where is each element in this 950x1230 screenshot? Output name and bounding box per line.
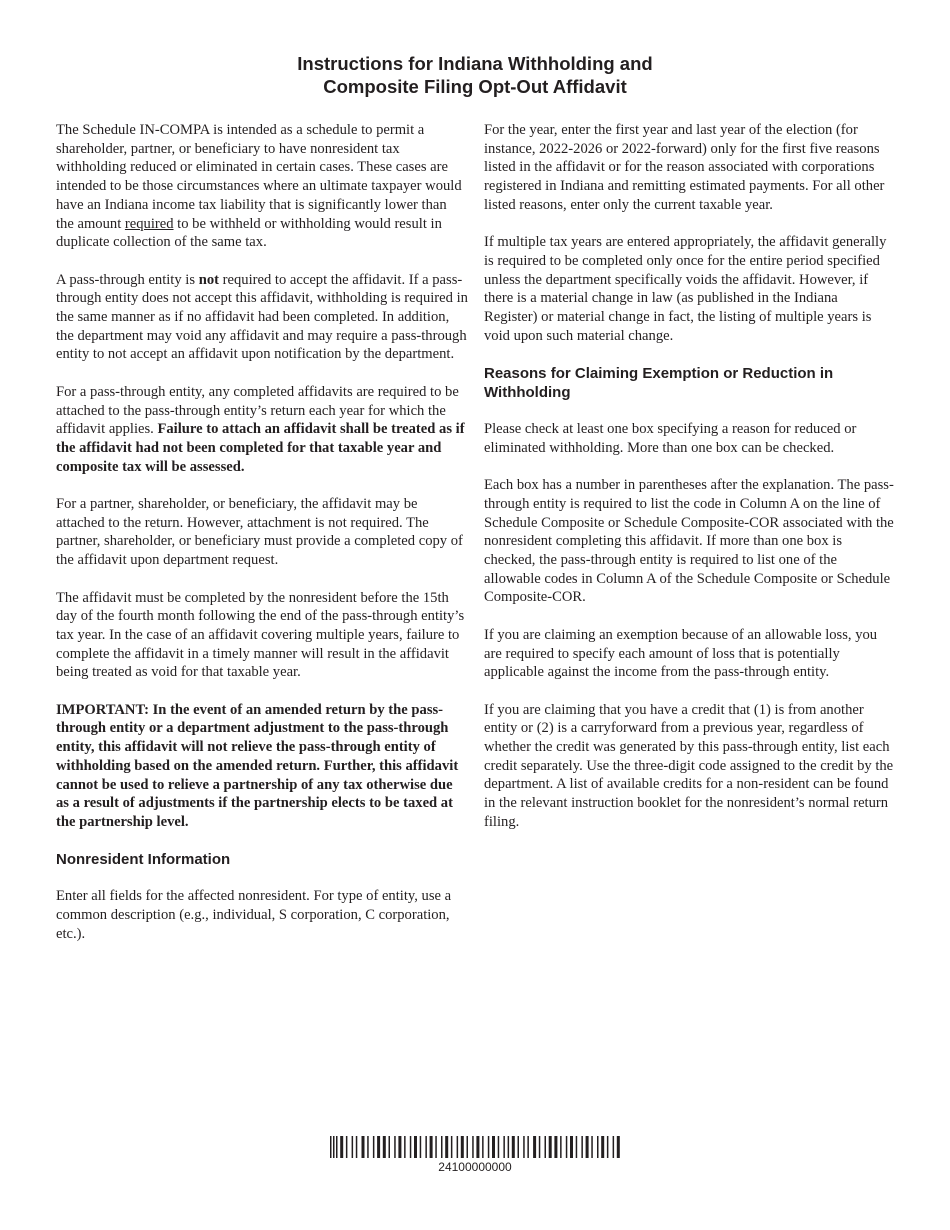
attachment-paragraph: For a pass-through entity, any completed affidavits are required to be attached to the pass-through entity’s return each year for which the affidavit applies. Failure to attach an affidavit shall be treated as if the affidavit had not been completed for that taxable year and composite tax will be assessed. <box>56 383 465 475</box>
nonresident-information-heading: Nonresident Information <box>56 851 231 869</box>
deadline-paragraph: The affidavit must be completed by the nonresident before the 15th day of the fourth month following the end of the pass-through entity’s tax year. In the case of an affidavit covering multiple years, failure to complete the affidavit in a timely manner will result in the affidavit being treated as void for that taxable year. <box>56 589 465 681</box>
title-line-2: Composite Filing Opt-Out Affidavit <box>323 76 627 97</box>
required-underlined: required <box>124 215 174 232</box>
check-box-paragraph: Please check at least one box specifying a reason for reduced or eliminated withholding. More than one box can be checked. <box>484 421 857 456</box>
partner-paragraph: For a partner, shareholder, or beneficiary, the affidavit may be attached to the return. However, attachment is not required. The partner, shareholder, or beneficiary must provide a completed copy of the affidavit upon department request. <box>56 496 463 569</box>
left-column <box>56 121 468 962</box>
barcode-icon <box>330 1136 620 1158</box>
title-line-1: Instructions for Indiana Withholding and <box>297 53 653 74</box>
page-title <box>0 52 950 98</box>
barcode-number: 24100000000 <box>438 1160 512 1174</box>
important-paragraph: IMPORTANT: In the event of an amended return by the pass-through entity or a department adjustment to the pass-through entity, this affidavit will not relieve the pass-through entity of withholding based on the amended return. Further, this affidavit cannot be used to relieve a partnership of any tax otherwise due as a result of adjustments if the partnership elects to be taxed at the partnership level. <box>56 701 459 830</box>
year-paragraph: For the year, enter the first year and last year of the election (for instance, 2022-2026 or 2022-forward) only for the first five reasons listed in the affidavit or for the reason associated with corporations registered in Indiana and remitting estimated payments. For all other listed reasons, enter only the current taxable year. <box>484 122 885 213</box>
right-column <box>484 121 894 850</box>
loss-paragraph: If you are claiming an exemption because of an allowable loss, you are required to specify each amount of loss that is potentially applicable against the income from the pass-through entity. <box>484 626 878 681</box>
reasons-heading: Reasons for Claiming Exemption or Reduction in Withholding <box>484 365 834 402</box>
nonresident-information-paragraph: Enter all fields for the affected nonresident. For type of entity, use a common description (e.g., individual, S corporation, C corporation, etc.). <box>56 888 452 942</box>
acceptance-paragraph: A pass-through entity is not required to accept the affidavit. If a pass-through entity does not accept this affidavit, withholding is required in the same manner as if no affidavit had been completed. In addition, the department may void any affidavit and may require a pass-through entity to not accept an affidavit upon notification by the department. <box>56 271 468 363</box>
multiple-years-paragraph: If multiple tax years are entered appropriately, the affidavit generally is required to be completed only once for the entire period specified unless the department specifically voids the affidavit. However, if there is a material change in law (as published in the Indiana Register) or material change in fact, the listing of multiple years is void upon such material change. <box>484 234 887 344</box>
box-code-paragraph: Each box has a number in parentheses after the explanation. The pass-through entity is required to list the code in Column A on the line of Schedule Composite or Schedule Composite-COR associated with the nonresident completing this affidavit. If more than one box is checked, the pass-through entity is required to list one of the allowable codes in Column A of the Schedule Composite or Schedule Composite-COR. <box>484 477 894 606</box>
intro-paragraph: The Schedule IN-COMPA is intended as a schedule to permit a shareholder, partner, or beneficiary to have nonresident tax withholding reduced or eliminated in certain cases. These cases are intended to be those circumstances where an ultimate taxpayer would have an Indiana income tax liability that is significantly lower than the amount required to be withheld or withholding would result in duplicate collection of the same tax. <box>56 122 462 251</box>
credit-paragraph: If you are claiming that you have a credit that (1) is from another entity or (2) is a carryforward from a previous year, regardless of whether the credit was generated by this pass-through entity, list each credit separately. Use the three-digit code assigned to the credit by the department. A list of available credits for a non-resident can be found in the relevant instruction booklet for the nonresident’s normal return filing. <box>484 701 894 830</box>
